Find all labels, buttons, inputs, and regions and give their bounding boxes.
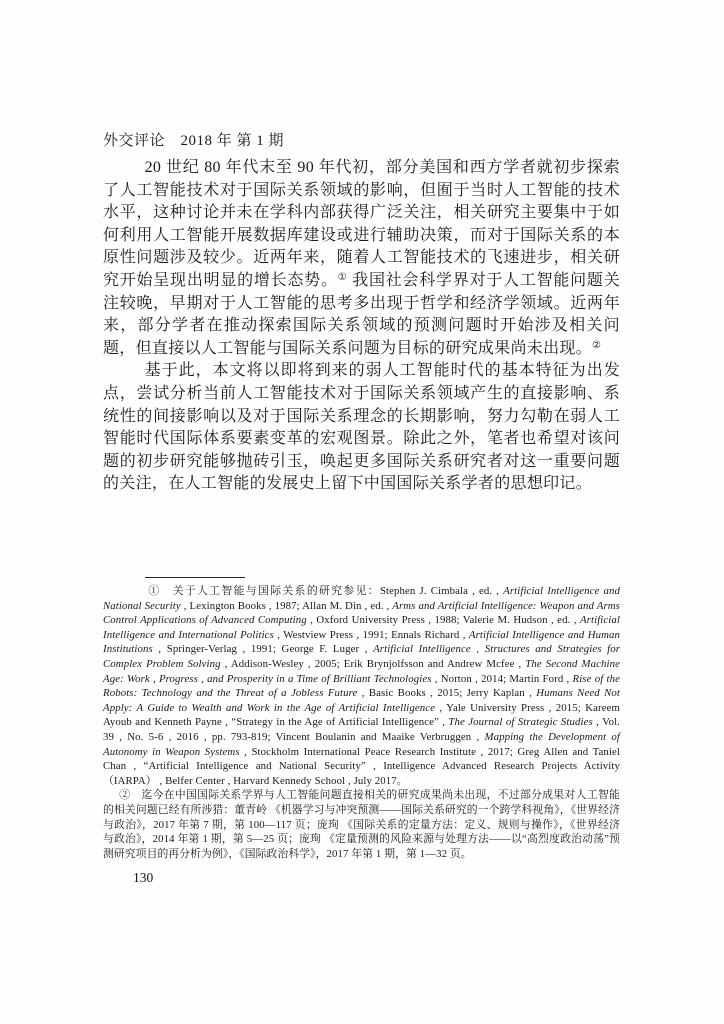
footnote-item	[103, 584, 620, 788]
body-text	[103, 157, 620, 496]
text-segment: ② 迄今在中国国际关系学界与人工智能问题直接相关的研究成果尚未出现，不过部分成果对人工智能的相关问题已经有所涉猎：董青岭 《机器学习与冲突预测——国际关系研究的一个跨学科视角》，《世界经济与政治》，2017 年第 7 期，第 100—117 页；庞珣 《国际关系的定量方法：定义、规则与操作》，《世界经济与政治》，2014 年第 1 期，第 5—25 页；庞珣 《定量预测的风险来源与处理方法——以“高烈度政治动荡”预测研究项目的再分析为例》，《国际政治科学》，2017 年第 1 期，第 1—32 页。	[103, 789, 620, 860]
text-segment: , Vol. 39 , No. 5-6 , 2016 , pp. 793-819; Vincent Boulanin and Maaike Verbruggen ,	[103, 716, 620, 743]
body-paragraph	[103, 360, 620, 496]
text-segment: , Oxford University Press , 1988; Valerie M. Hudson , ed. ,	[306, 614, 580, 627]
italic-title-segment: The Journal of Strategic Studies	[448, 716, 593, 729]
italic-title-segment: Artificial Intelligence , Structures and Strategies for Complex Problem Solving	[103, 643, 620, 670]
footnote-ref-marker: ①	[337, 271, 348, 283]
italic-title-segment: Arms and Artificial Intelligence: Weapon and Arms Control Applications of Advanced Computing	[103, 599, 620, 627]
text-segment: , Springer-Verlag , 1991; George F. Luger ,	[152, 643, 374, 656]
text-segment: , Basic Books , 2015; Jerry Kaplan ,	[357, 687, 537, 700]
italic-title-segment: Artificial Intelligence and International Politics	[103, 614, 620, 641]
text-segment: , Addison-Wesley , 2005; Erik Brynjolfsson and Andrew Mcfee ,	[220, 657, 526, 670]
text-segment: 基于此，本文将以即将到来的弱人工智能时代的基本特征为出发点，尝试分析当前人工智能技术对于国际关系领域产生的直接影响、系统性的间接影响以及对于国际关系理念的长期影响，努力勾勒在弱人工智能时代国际体系要素变革的宏观图景。除此之外，笔者也希望对该问题的初步研究能够抛砖引玉，唤起更多国际关系研究者对这一重要问题的关注，在人工智能的发展史上留下中国国际关系学者的思想印记。	[103, 362, 620, 493]
text-segment: , Norton , 2014; Martin Ford ,	[431, 672, 573, 685]
italic-title-segment: Artificial Intelligence and National Security	[103, 585, 620, 612]
text-segment: 我国社会科学界对于人工智能问题关注较晚，早期对于人工智能的思考多出现于哲学和经济学领域。近两年来，部分学者在推动探索国际关系领域的预测问题时开始涉及相关问题，但直接以人工智能与国际关系问题为目标的研究成果尚未出现。	[103, 271, 620, 357]
italic-title-segment: Humans Need Not Apply: A Guide to Wealth and Work in the Age of Artificial Intelligence	[103, 687, 620, 714]
text-segment: , Stockholm International Peace Research Institute , 2017; Greg Allen and Taniel Chan , “Artificial Intelligence and National Security” , Intelligence Advanced Research Projects Activity （IARPA） , Belfer Center , Harvard Kennedy School , July 2017。	[103, 745, 620, 787]
running-header: 外交评论 2018 年 第 1 期	[103, 133, 285, 149]
italic-title-segment: Rise of the Robots: Technology and the Threat of a Jobless Future	[103, 672, 620, 700]
body-paragraph	[103, 157, 620, 360]
footnote-item	[103, 788, 620, 861]
text-segment: , Lexington Books , 1987; Allan M. Din , ed. ,	[180, 599, 393, 612]
text-segment: , Yale University Press , 2015; Kareem Ayoub and Kenneth Payne , “Strategy in the Age of Artificial Intelligence” ,	[103, 701, 620, 729]
footnote-separator-rule	[145, 577, 245, 578]
text-segment: 20 世纪 80 年代末至 90 年代初，部分美国和西方学者就初步探索了人工智能技术对于国际关系领域的影响，但囿于当时人工智能的技术水平，这种讨论并未在学科内部获得广泛关注，相关研究主要集中于如何利用人工智能开展数据库建设或进行辅助决策，而对于国际关系的本原性问题涉及较少。近两年来，随着人工智能技术的飞速进步，相关研究开始呈现出明显的增长态势。	[103, 159, 620, 289]
italic-title-segment: Mapping the Development of Autonomy in Weapon Systems	[103, 730, 620, 758]
italic-title-segment: Artificial Intelligence and Human Institutions	[103, 628, 620, 656]
italic-title-segment: The Second Machine Age: Work , Progress , and Prosperity in a Time of Brilliant Technologies	[103, 657, 620, 685]
footnote-ref-marker: ②	[592, 339, 602, 351]
page-number: 130	[133, 870, 154, 885]
text-segment: , Westview Press , 1991; Ennals Richard ,	[273, 628, 469, 641]
text-segment: ① 关于人工智能与国际关系的研究参见：Stephen J. Cimbala , ed. ,	[148, 585, 504, 597]
footnotes	[103, 584, 620, 861]
